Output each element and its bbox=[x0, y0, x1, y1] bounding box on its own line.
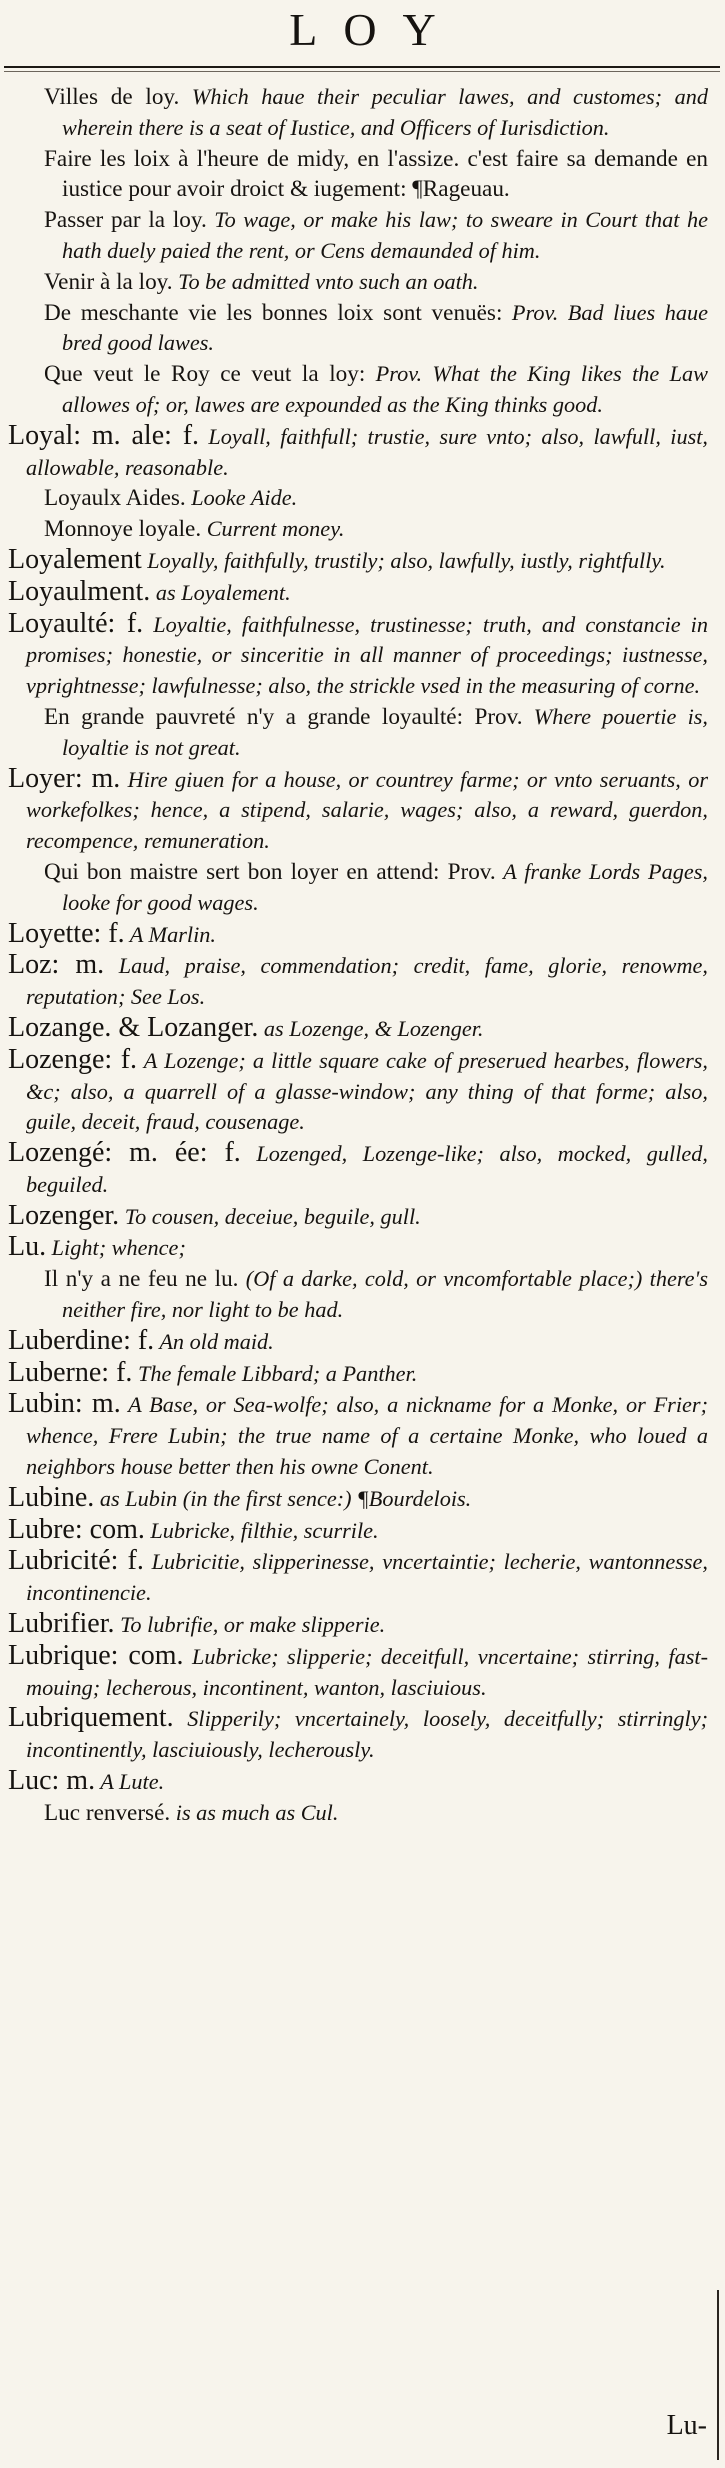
entry-definition: Lubricke; slipperie; deceitfull, vncertaine; stirring, fast-mouing; lecherous, incontinent, wanton, lasciuious. bbox=[26, 1643, 708, 1700]
sub-entry bbox=[8, 144, 708, 206]
entry-definition: An old maid. bbox=[154, 1328, 274, 1354]
sub-entry bbox=[8, 857, 708, 919]
entry-definition: as Lubin (in the first sence:) ¶Bourdelois. bbox=[94, 1485, 472, 1511]
dictionary-entry bbox=[8, 950, 708, 1013]
entry-definition: Which haue their peculiar lawes, and customes; and wherein there is a seat of Iustice, and Officers of Iurisdiction. bbox=[62, 84, 708, 140]
sub-entry bbox=[8, 483, 708, 514]
entry-headword: Loyer: m. bbox=[8, 762, 121, 794]
catchword: Lu- bbox=[666, 2410, 707, 2441]
entry-headword: Luc: m. bbox=[8, 1765, 96, 1797]
entry-headword: Loyalement bbox=[8, 543, 142, 575]
entry-definition: To be admitted vnto such an oath. bbox=[172, 268, 479, 294]
entry-headword: Lozange. & Lozanger. bbox=[8, 1011, 259, 1043]
dictionary-entry bbox=[8, 1013, 708, 1045]
entry-definition: Laud, praise, commendation; credit, fame, glorie, renowme, reputation; See Los. bbox=[26, 953, 708, 1010]
dictionary-entry bbox=[8, 545, 708, 577]
entry-headword: Loyette: f. bbox=[8, 917, 125, 949]
entry-definition: A franke Lords Pages, looke for good wages. bbox=[62, 858, 708, 915]
entry-definition: Hire giuen for a house, or countrey farme; or vnto seruants, or workefolkes; hence, a stipend, salarie, wages; also, a reward, guerdon, recompence, remuneration. bbox=[26, 766, 708, 854]
entry-definition: as Lozenge, & Lozenger. bbox=[258, 1015, 484, 1041]
entry-definition: To cousen, deceiue, beguile, gull. bbox=[119, 1203, 421, 1229]
entry-headword: Lubrique: com. bbox=[8, 1639, 184, 1671]
dictionary-entry bbox=[8, 1515, 708, 1547]
entry-definition: A Marlin. bbox=[124, 921, 216, 947]
entry-headword: Luberne: f. bbox=[8, 1356, 133, 1388]
entry-definition: The female Libbard; a Panther. bbox=[132, 1360, 418, 1386]
dictionary-entry bbox=[8, 1766, 708, 1798]
dictionary-entry bbox=[8, 1045, 708, 1138]
dictionary-entry bbox=[8, 421, 708, 484]
dictionary-entry bbox=[8, 577, 708, 609]
dictionary-entry bbox=[8, 919, 708, 951]
entry-headword: Il n'y a ne feu ne lu. bbox=[44, 1266, 239, 1293]
entry-headword: Passer par la loy. bbox=[44, 207, 207, 234]
dictionary-entry bbox=[8, 1358, 708, 1390]
entry-definition: To lubrifie, or make slipperie. bbox=[114, 1612, 386, 1638]
sub-entry bbox=[8, 82, 708, 144]
entry-headword: Lubriquement. bbox=[8, 1702, 174, 1734]
entry-headword: Lu. bbox=[8, 1231, 47, 1263]
dictionary-entry bbox=[8, 1326, 708, 1358]
entry-headword: Loz: m. bbox=[8, 949, 105, 981]
entry-definition: Lubricke, filthie, scurrile. bbox=[144, 1517, 379, 1543]
entry-definition: is as much as Cul. bbox=[170, 1799, 339, 1825]
entry-headword: Lubin: m. bbox=[8, 1388, 121, 1420]
entry-headword: Qui bon maistre sert bon loyer en attend: Prov. bbox=[44, 858, 496, 885]
entry-headword: Faire les loix à l'heure de midy, en l'assize. c'est faire sa demande en iustice pour avoir droict & iugement: ¶Rageuau. bbox=[44, 145, 708, 203]
entry-definition: Lubricitie, slipperinesse, vncertaintie; lecherie, wantonnesse, incontinencie. bbox=[26, 1549, 708, 1606]
entry-headword: Lubine. bbox=[8, 1481, 95, 1513]
entry-headword: Lubrifier. bbox=[8, 1608, 115, 1640]
dictionary-entry bbox=[8, 1641, 708, 1704]
sub-entry bbox=[8, 205, 708, 267]
entry-definition: A Lute. bbox=[95, 1769, 165, 1795]
entry-definition: Slipperily; vncertainely, loosely, deceitfully; stirringly; incontinently, lasciuiously, lecherously. bbox=[26, 1706, 708, 1763]
entry-definition: A Base, or Sea-wolfe; also, a nickname for a Monke, or Frier; whence, Frere Lubin; the true name of a certaine Monke, who loued a neighbors house better then his owne Conent. bbox=[26, 1392, 708, 1480]
entry-definition: Lozenged, Lozenge-like; also, mocked, gulled, beguiled. bbox=[26, 1141, 708, 1197]
entry-headword: Monnoye loyale. bbox=[44, 516, 202, 543]
margin-line bbox=[717, 2290, 719, 2460]
entry-definition: Light; whence; bbox=[46, 1235, 186, 1261]
entry-list bbox=[8, 82, 708, 1829]
dictionary-entry bbox=[8, 1232, 708, 1264]
sub-entry bbox=[8, 267, 708, 298]
entry-definition: A Lozenge; a little square cake of preserued hearbes, flowers, &c; also, a quarrell of a glasse-window; any thing of that forme; also, guile, deceit, fraud, cousenage. bbox=[26, 1047, 708, 1135]
entry-definition: Loyall, faithfull; trustie, sure vnto; also, lawfull, iust, allowable, reasonable. bbox=[26, 423, 709, 480]
entry-headword: Loyaulté: f. bbox=[8, 607, 144, 639]
sub-entry bbox=[8, 298, 708, 360]
entry-definition: Loyaltie, faithfulnesse, trustinesse; truth, and constancie in promises; honestie, or sinceritie in all manner of proceedings; iustnesse, vprightnesse; lawfulnesse; also, the strickle vsed in the measuring of corne. bbox=[26, 611, 708, 699]
sub-entry bbox=[8, 1798, 708, 1829]
page-title: LOY bbox=[289, 4, 462, 55]
entry-headword: Lozenger. bbox=[8, 1199, 120, 1231]
entry-headword: Luc renversé. bbox=[44, 1799, 171, 1826]
entry-headword: Loyaulment. bbox=[8, 575, 151, 607]
entry-headword: De meschante vie les bonnes loix sont venuës: bbox=[44, 299, 503, 326]
header-rule-thin bbox=[4, 71, 720, 72]
dictionary-entry bbox=[8, 1546, 708, 1609]
entry-definition: Current money. bbox=[201, 516, 345, 542]
sub-entry bbox=[8, 1264, 708, 1326]
dictionary-entry bbox=[8, 1609, 708, 1641]
entry-definition: as Loyalement. bbox=[150, 579, 291, 605]
entry-definition: Looke Aide. bbox=[185, 485, 298, 511]
sub-entry bbox=[8, 359, 708, 421]
dictionary-entry bbox=[8, 1201, 708, 1233]
dictionary-entry bbox=[8, 1483, 708, 1515]
entry-headword: Venir à la loy. bbox=[44, 268, 173, 295]
entry-definition: Prov. Bad liues haue bred good lawes. bbox=[62, 299, 708, 356]
dictionary-entry bbox=[8, 1138, 708, 1201]
entry-headword: Lubricité: f. bbox=[8, 1545, 144, 1577]
entry-definition: Prov. What the King likes the Law allowes of; or, lawes are expounded as the King thinks good. bbox=[62, 361, 708, 417]
entry-headword: Que veut le Roy ce veut la loy: bbox=[44, 361, 366, 388]
entry-definition: Loyally, faithfully, trustily; also, lawfully, iustly, rightfully. bbox=[141, 547, 666, 573]
sub-entry bbox=[8, 514, 708, 545]
dictionary-entry bbox=[8, 1389, 708, 1482]
sub-entry bbox=[8, 702, 708, 764]
entry-headword: Lozengé: m. ée: f. bbox=[8, 1137, 241, 1169]
page-header bbox=[0, 0, 725, 64]
dictionary-entry bbox=[8, 1703, 708, 1766]
entry-headword: Villes de loy. bbox=[44, 84, 180, 110]
entry-headword: Lozenge: f. bbox=[8, 1043, 138, 1075]
header-rule bbox=[4, 66, 720, 68]
entry-definition: Where pouertie is, loyaltie is not great. bbox=[62, 703, 708, 760]
entry-headword: Loyal: m. ale: f. bbox=[8, 419, 200, 451]
dictionary-entry bbox=[8, 764, 708, 857]
entry-headword: Luberdine: f. bbox=[8, 1324, 155, 1356]
entry-headword: Loyaulx Aides. bbox=[44, 485, 186, 512]
entry-headword: Lubre: com. bbox=[8, 1513, 145, 1545]
entry-definition: (Of a darke, cold, or vncomfortable place;) there's neither fire, nor light to be had. bbox=[62, 1266, 708, 1323]
entry-headword: En grande pauvreté n'y a grande loyaulté: Prov. bbox=[44, 703, 523, 730]
entry-definition: To wage, or make his law; to sweare in Court that he hath duely paied the rent, or Cens demaunded of him. bbox=[62, 207, 708, 263]
dictionary-entry bbox=[8, 609, 708, 702]
